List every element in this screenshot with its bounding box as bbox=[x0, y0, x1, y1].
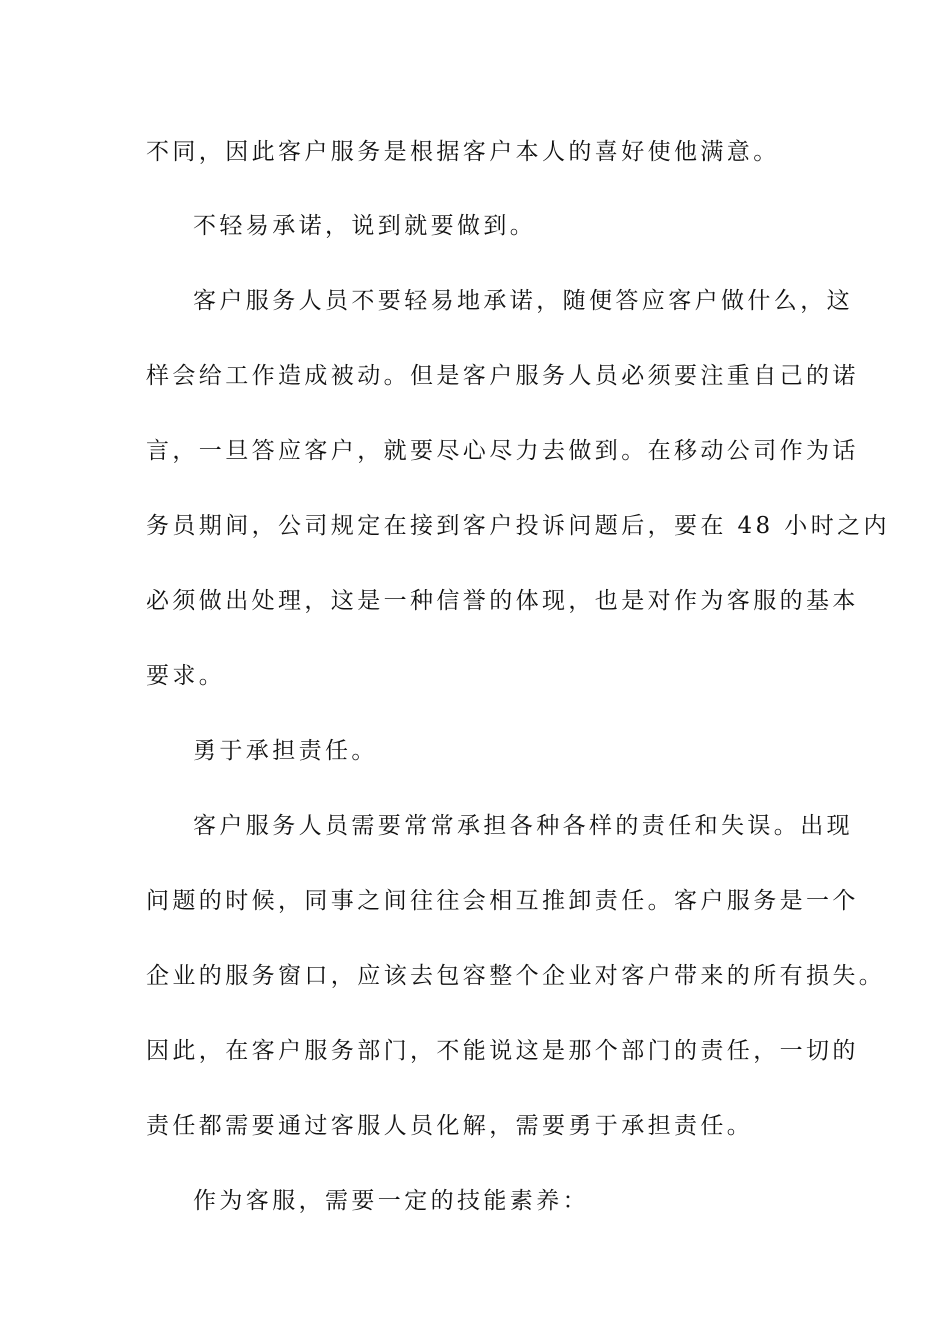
text-line-13: 因此，在客户服务部门，不能说这是那个部门的责任，一切的 bbox=[146, 1038, 859, 1064]
text-line-5: 言，一旦答应客户，就要尽心尽力去做到。在移动公司作为话 bbox=[146, 438, 859, 464]
text-line-4: 样会给工作造成被动。但是客户服务人员必须要注重自己的诺 bbox=[146, 363, 859, 389]
text-line-8: 要求。 bbox=[146, 663, 226, 689]
text-line-7: 必须做出处理，这是一种信誉的体现，也是对作为客服的基本 bbox=[146, 588, 859, 614]
text-line-14: 责任都需要通过客服人员化解，需要勇于承担责任。 bbox=[146, 1113, 754, 1139]
text-line-9: 勇于承担责任。 bbox=[193, 738, 378, 764]
text-line-3: 客户服务人员不要轻易地承诺，随便答应客户做什么，这 bbox=[193, 288, 853, 314]
text-line-12: 企业的服务窗口，应该去包容整个企业对客户带来的所有损失。 bbox=[146, 963, 886, 989]
text-line-1: 不同，因此客户服务是根据客户本人的喜好使他满意。 bbox=[146, 139, 780, 165]
text-line-15: 作为客服，需要一定的技能素养： bbox=[193, 1188, 589, 1214]
text-line-10: 客户服务人员需要常常承担各种各样的责任和失误。出现 bbox=[193, 813, 853, 839]
text-line-6: 务员期间，公司规定在接到客户投诉问题后，要在 48 小时之内 bbox=[146, 513, 890, 539]
text-line-11: 问题的时候，同事之间往往会相互推卸责任。客户服务是一个 bbox=[146, 888, 859, 914]
text-line-2: 不轻易承诺，说到就要做到。 bbox=[193, 213, 537, 239]
